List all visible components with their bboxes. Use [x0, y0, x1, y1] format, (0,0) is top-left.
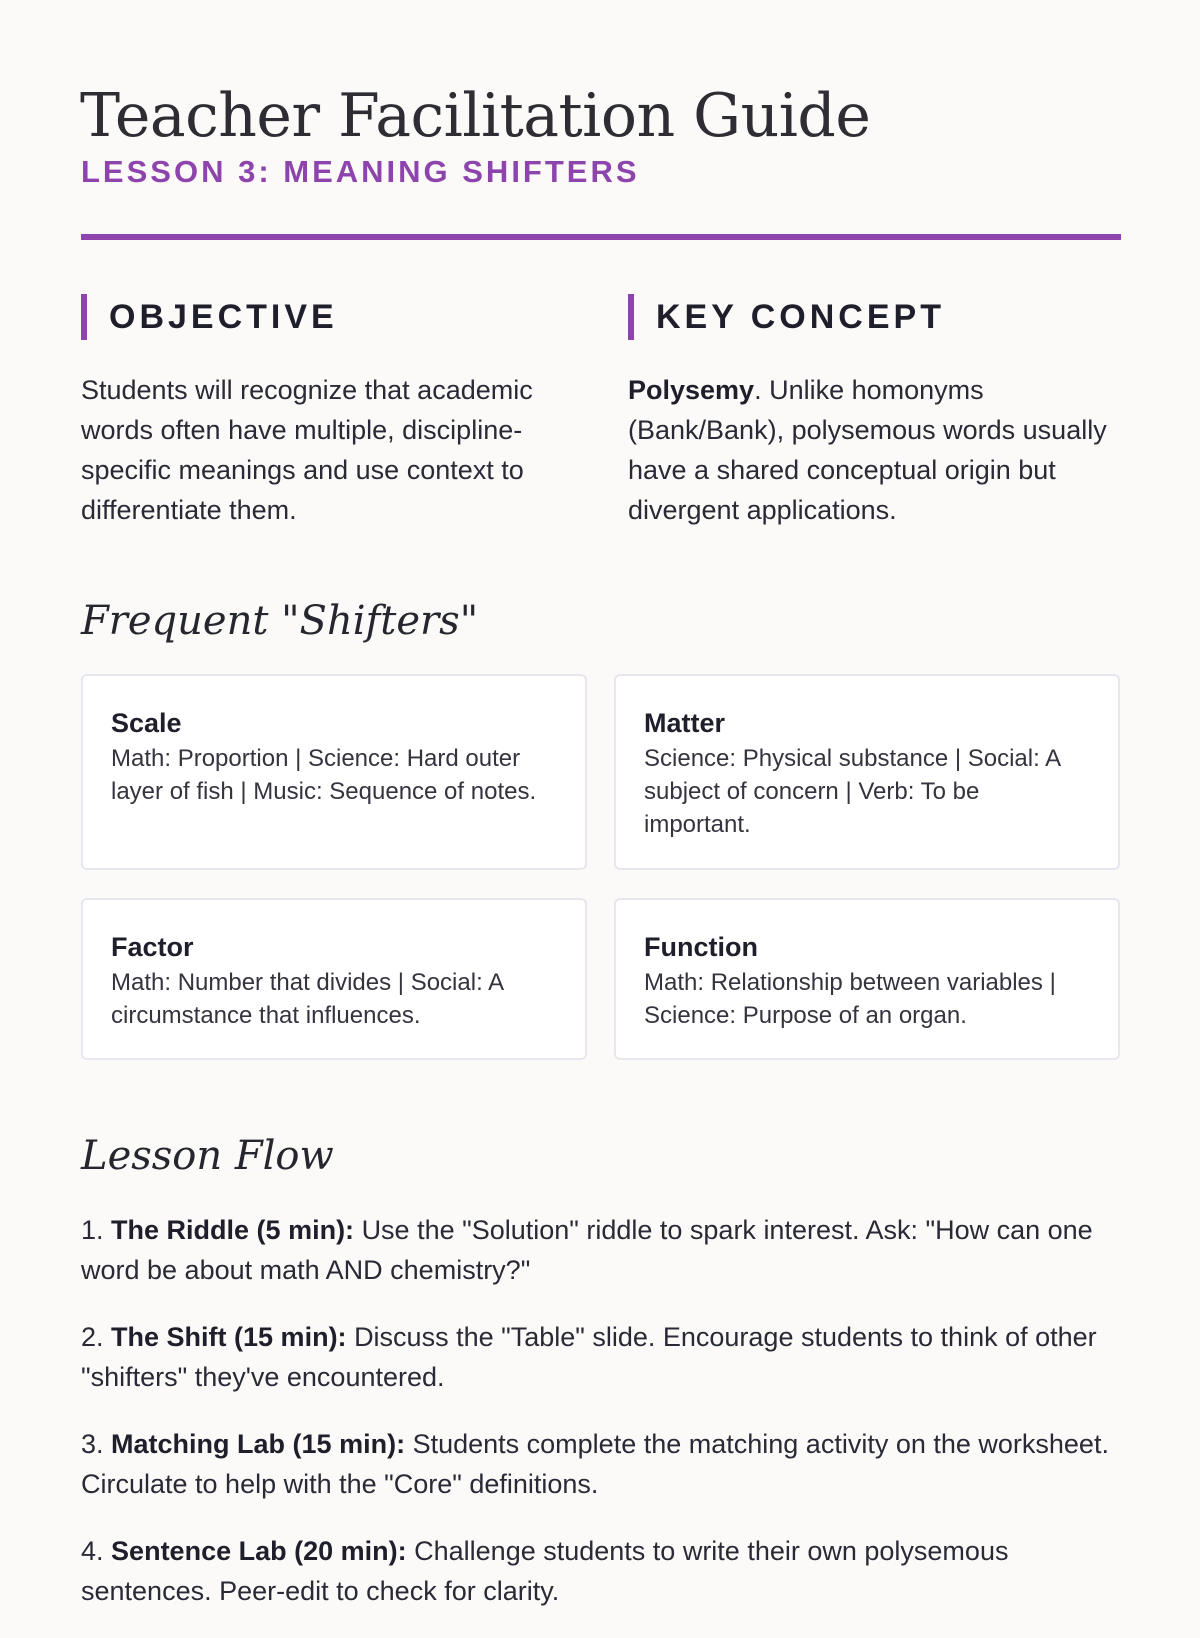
shifter-card — [81, 898, 587, 1060]
shifter-card — [81, 674, 587, 870]
objective-section — [81, 294, 571, 530]
step-text: Use the "Solution" riddle to spark interest. Ask: "How can one word be about math AND chemistry?" — [81, 1215, 1093, 1285]
heading-accent-bar — [81, 294, 87, 340]
page-title: Teacher Facilitation Guide — [80, 81, 871, 151]
step-number: 2. — [81, 1322, 104, 1352]
step-label: The Shift (15 min): — [111, 1322, 347, 1352]
lesson-step — [81, 1531, 1121, 1611]
shifter-definition: Math: Proportion | Science: Hard outer layer of fish | Music: Sequence of notes. — [111, 745, 537, 805]
header-divider — [81, 234, 1121, 240]
lesson-step — [81, 1317, 1121, 1397]
objective-text: Students will recognize that academic words often have multiple, discipline-specific meanings and use context to differentiate them. — [81, 375, 533, 525]
key-concept-heading-label: KEY CONCEPT — [656, 298, 945, 336]
step-number: 3. — [81, 1429, 104, 1459]
key-concept-term: Polysemy — [628, 375, 755, 405]
lesson-subtitle: LESSON 3: MEANING SHIFTERS — [81, 154, 640, 189]
lesson-flow-heading: Lesson Flow — [81, 1133, 334, 1179]
shifter-card — [614, 674, 1120, 870]
shifter-definition: Math: Relationship between variables | Science: Purpose of an organ. — [644, 969, 1056, 1029]
key-concept-description: . Unlike homonyms (Bank/Bank), polysemous words usually have a shared conceptual origin but divergent applications. — [628, 375, 1107, 525]
shifter-card — [614, 898, 1120, 1060]
key-concept-heading — [628, 294, 1120, 340]
lesson-flow-list — [81, 1210, 1121, 1638]
shifter-term: Function — [644, 932, 758, 962]
shifter-term: Factor — [111, 932, 194, 962]
shifter-definition: Math: Number that divides | Social: A circumstance that influences. — [111, 969, 503, 1029]
heading-accent-bar — [628, 294, 634, 340]
key-concept-section — [628, 294, 1120, 530]
step-label: Sentence Lab (20 min): — [111, 1536, 407, 1566]
step-label: Matching Lab (15 min): — [111, 1429, 406, 1459]
shifter-definition: Science: Physical substance | Social: A subject of concern | Verb: To be important. — [644, 745, 1060, 838]
step-text: Discuss the "Table" slide. Encourage students to think of other "shifters" they've encountered. — [81, 1322, 1097, 1392]
lesson-step — [81, 1210, 1121, 1290]
step-number: 4. — [81, 1536, 104, 1566]
key-concept-text — [628, 370, 1120, 530]
step-number: 1. — [81, 1215, 104, 1245]
lesson-step — [81, 1424, 1121, 1504]
shifter-term: Scale — [111, 708, 182, 738]
step-text: Challenge students to write their own polysemous sentences. Peer-edit to check for clarity. — [81, 1536, 1009, 1606]
step-text: Students complete the matching activity on the worksheet. Circulate to help with the "Core" definitions. — [81, 1429, 1109, 1499]
shifters-heading: Frequent "Shifters" — [81, 598, 479, 644]
step-label: The Riddle (5 min): — [111, 1215, 355, 1245]
objective-heading — [81, 294, 571, 340]
objective-heading-label: OBJECTIVE — [109, 298, 338, 336]
shifter-term: Matter — [644, 708, 726, 738]
